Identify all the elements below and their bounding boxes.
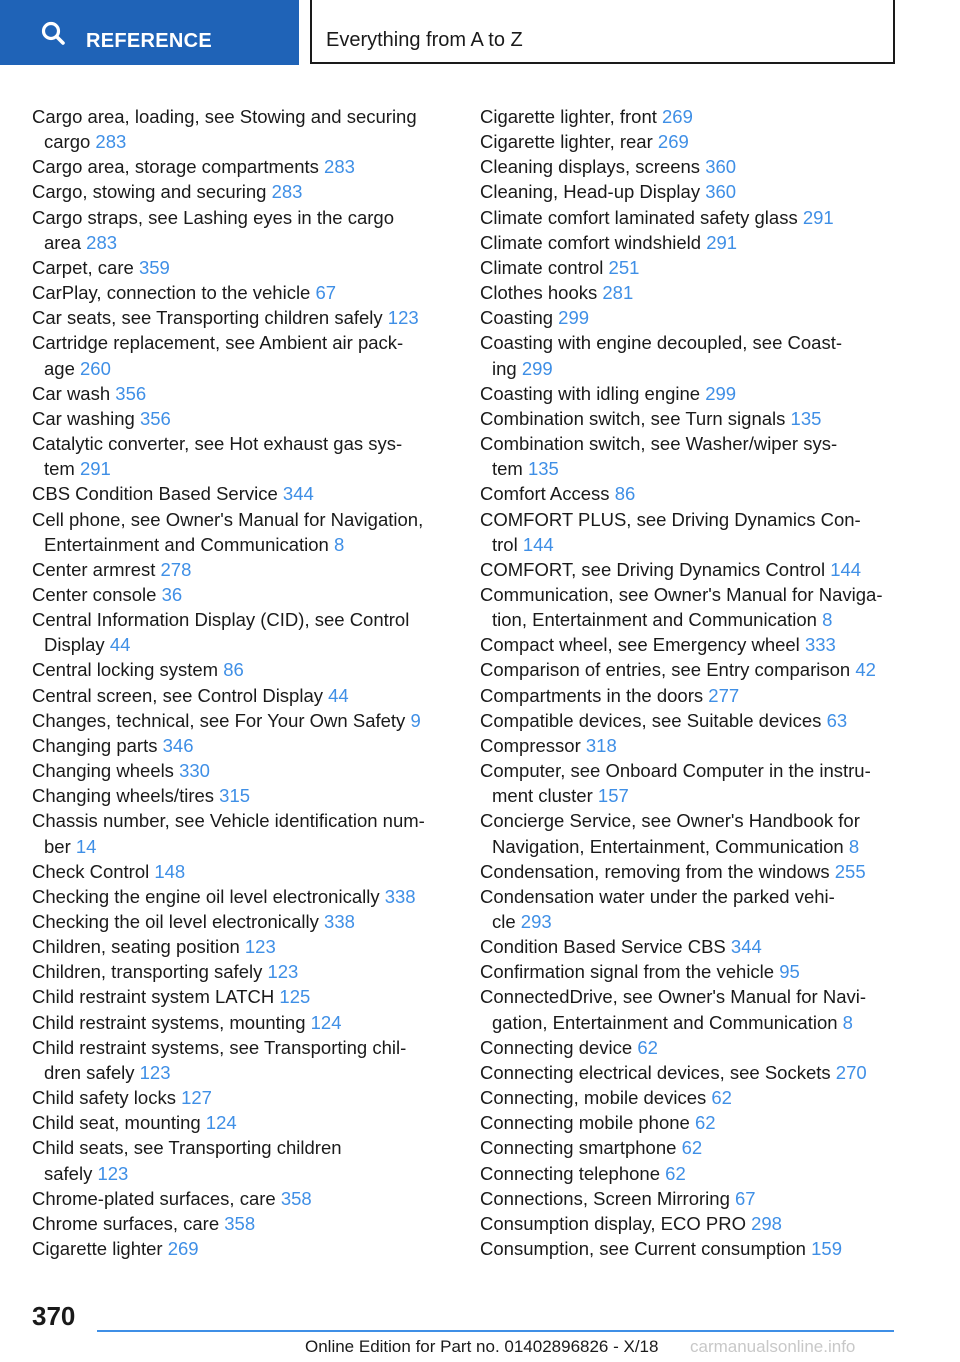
page-link[interactable]: 330 (179, 760, 210, 782)
entry-text: Climate comfort laminated safety glass (480, 206, 798, 228)
index-entry (32, 305, 442, 330)
entry-text: Condition Based Service CBS (480, 936, 726, 958)
entry-text: Cargo, stowing and securing (32, 181, 267, 203)
index-entry (32, 381, 442, 406)
page-link[interactable]: 123 (97, 1162, 129, 1184)
index-entry (32, 758, 442, 783)
page-link[interactable]: 124 (205, 1112, 237, 1134)
index-entry (32, 607, 442, 657)
index-entry (480, 154, 900, 179)
page-link[interactable]: 358 (224, 1212, 256, 1234)
entry-text: Cleaning displays, screens (480, 156, 701, 178)
page-link[interactable]: 124 (310, 1011, 342, 1033)
index-entry (480, 557, 900, 582)
entry-continuation (480, 456, 900, 481)
page-link[interactable]: 62 (637, 1036, 658, 1058)
entry-text: Compartments in the doors (480, 684, 704, 706)
entry-text: Compressor (480, 734, 581, 756)
entry-continuation-text: area (44, 231, 82, 253)
entry-text: Cigarette lighter, rear (480, 131, 653, 153)
index-entry (480, 632, 900, 657)
entry-continuation-text: tion, Entertainment and Communication (492, 609, 817, 631)
entry-text: Car wash (32, 382, 111, 404)
page-link[interactable]: 135 (527, 458, 559, 480)
page-link[interactable]: 338 (384, 885, 416, 907)
entry-text: Connecting device (480, 1036, 633, 1058)
index-entry (32, 1211, 442, 1236)
index-entry (480, 934, 900, 959)
index-entry (480, 1211, 900, 1236)
entry-continuation (480, 607, 900, 632)
page-link[interactable]: 333 (804, 634, 836, 656)
index-entry (32, 1236, 442, 1261)
index-entry (32, 984, 442, 1009)
page-link[interactable]: 14 (75, 835, 97, 857)
entry-text: Condensation water under the parked vehi- (480, 885, 835, 907)
entry-text: Connections, Screen Mirroring (480, 1187, 730, 1209)
entry-continuation-text: tem (44, 458, 75, 480)
page-link[interactable]: 269 (662, 106, 693, 127)
entry-continuation (480, 356, 900, 381)
entry-continuation-text: ing (492, 357, 517, 379)
index-entry (32, 733, 442, 758)
page-link[interactable]: 291 (802, 206, 834, 228)
index-entry (32, 582, 442, 607)
entry-text: Cell phone, see Owner's Manual for Navigation, (32, 508, 424, 530)
entry-continuation-text: ment cluster (492, 785, 593, 807)
entry-text: COMFORT PLUS, see Driving Dynamics Con- (480, 508, 861, 530)
entry-continuation-text: trol (492, 533, 518, 555)
entry-text: Children, seating position (32, 936, 240, 958)
page-link[interactable]: 299 (558, 307, 590, 329)
entry-text: Catalytic converter, see Hot exhaust gas sys- (32, 433, 403, 455)
entry-text: Child safety locks (32, 1087, 176, 1109)
index-entry (480, 481, 900, 506)
entry-text: Child seats, see Transporting children (32, 1137, 342, 1159)
entry-continuation (480, 909, 900, 934)
page-link[interactable]: 36 (161, 583, 183, 605)
entry-text: Connecting, mobile devices (480, 1087, 707, 1109)
index-entry (480, 129, 900, 154)
index-entry (480, 179, 900, 204)
index-entry (480, 1161, 900, 1186)
index-entry (480, 330, 900, 380)
index-entry (480, 758, 900, 808)
entry-text: Combination switch, see Washer/wiper sys- (480, 433, 838, 455)
page-link[interactable]: 346 (162, 734, 194, 756)
entry-text: Connecting telephone (480, 1162, 661, 1184)
entry-text: Coasting (480, 307, 554, 329)
index-entry (32, 783, 442, 808)
page-link[interactable]: 356 (115, 382, 147, 404)
entry-text: Chrome-plated surfaces, care (32, 1187, 276, 1209)
page-link[interactable]: 278 (160, 558, 192, 580)
entry-text: Condensation, removing from the windows (480, 860, 830, 882)
page-link[interactable]: 358 (280, 1187, 312, 1209)
watermark: carmanualsonline.info (690, 1337, 856, 1356)
page-link[interactable]: 144 (830, 558, 862, 580)
index-entry (32, 1085, 442, 1110)
entry-continuation (32, 632, 442, 657)
page-link[interactable]: 269 (657, 131, 689, 153)
entry-text: Carpet, care (32, 256, 134, 278)
entry-text: Compact wheel, see Emergency wheel (480, 634, 800, 656)
entry-text: Changing parts (32, 734, 158, 756)
page-link[interactable]: 338 (324, 911, 355, 932)
page-link[interactable]: 298 (751, 1212, 782, 1234)
index-entry (32, 909, 442, 934)
page-link[interactable]: 8 (822, 609, 833, 631)
index-entry (32, 708, 442, 733)
edition-text: Online Edition for Part no. 01402896826 - X/18 (305, 1337, 659, 1356)
reference-tab-label: REFERENCE (86, 30, 213, 52)
index-entry (480, 984, 900, 1034)
index-column-right (480, 104, 900, 1261)
index-entry (480, 884, 900, 934)
index-entry (32, 934, 442, 959)
index-entry (32, 255, 442, 280)
page-link[interactable]: 62 (681, 1137, 703, 1159)
page-link[interactable]: 360 (705, 181, 737, 203)
page-link[interactable]: 135 (790, 407, 822, 429)
entry-continuation (32, 532, 442, 557)
page-link[interactable]: 360 (705, 156, 737, 178)
page-link[interactable]: 67 (315, 282, 337, 304)
section-title-box (310, 0, 895, 64)
page-link[interactable]: 283 (271, 181, 303, 203)
page-link[interactable]: 291 (706, 231, 738, 253)
entry-text: Combination switch, see Turn signals (480, 407, 786, 429)
entry-text: Chrome surfaces, care (32, 1212, 220, 1234)
page-link[interactable]: 269 (167, 1238, 199, 1260)
index-entry (480, 1135, 900, 1160)
entry-text: CarPlay, connection to the vehicle (32, 282, 311, 304)
page-link[interactable]: 123 (387, 307, 419, 329)
page-link[interactable]: 44 (328, 684, 349, 706)
entry-continuation-text: cargo (44, 131, 91, 153)
index-entry (480, 859, 900, 884)
index-entry (32, 104, 442, 154)
index-entry (480, 683, 900, 708)
entry-continuation (32, 356, 442, 381)
index-entry (480, 1236, 900, 1261)
index-entry (32, 859, 442, 884)
index-entry (480, 507, 900, 557)
index-entry (480, 708, 900, 733)
entry-continuation (480, 783, 900, 808)
index-entry (480, 1060, 900, 1085)
page-link[interactable]: 283 (86, 231, 118, 253)
entry-continuation-text: tem (492, 458, 523, 480)
page-link[interactable]: 62 (711, 1087, 732, 1109)
index-entry (32, 481, 442, 506)
page-link[interactable]: 8 (842, 1011, 853, 1033)
page-link[interactable]: 8 (848, 835, 860, 857)
entry-continuation (32, 129, 442, 154)
index-entry (480, 381, 900, 406)
page-link[interactable]: 318 (585, 734, 617, 756)
entry-text: Chassis number, see Vehicle identification num- (32, 810, 425, 832)
search-icon (40, 20, 66, 46)
reference-tab[interactable] (0, 0, 299, 65)
page-link[interactable]: 123 (244, 936, 276, 958)
entry-continuation-text: Entertainment and Communication (44, 533, 329, 555)
entry-text: Climate control (480, 256, 604, 278)
entry-text: Car seats, see Transporting children safely (32, 307, 383, 329)
entry-text: Center armrest (32, 558, 156, 580)
page-link[interactable]: 9 (410, 709, 421, 731)
index-column-left (32, 104, 442, 1261)
page-link[interactable]: 42 (855, 659, 876, 681)
entry-text: Comparison of entries, see Entry comparison (480, 659, 851, 681)
page-number: 370 (32, 1301, 76, 1331)
entry-text: ConnectedDrive, see Owner's Manual for Navi- (480, 986, 867, 1008)
entry-continuation-text: gation, Entertainment and Communication (492, 1011, 838, 1033)
entry-continuation-text: safely (44, 1162, 93, 1184)
entry-text: Children, transporting safely (32, 961, 263, 983)
page-link[interactable]: 127 (181, 1087, 212, 1109)
index-entry (32, 1186, 442, 1211)
page-link[interactable]: 260 (80, 357, 111, 379)
page-link[interactable]: 86 (223, 659, 244, 681)
index-entry (480, 733, 900, 758)
entry-continuation-text: cle (492, 911, 516, 932)
entry-text: Communication, see Owner's Manual for Naviga- (480, 583, 883, 605)
entry-text: Confirmation signal from the vehicle (480, 961, 775, 983)
entry-text: Child restraint systems, see Transporting chil- (32, 1036, 407, 1058)
page-link[interactable]: 281 (602, 282, 634, 304)
page-header (0, 0, 960, 66)
entry-text: Central screen, see Control Display (32, 684, 323, 706)
entry-continuation (32, 1161, 442, 1186)
index-entry (480, 230, 900, 255)
index-entry (480, 104, 900, 129)
entry-text: Central Information Display (CID), see Control (32, 609, 410, 631)
page-link[interactable]: 356 (139, 407, 171, 429)
index-entry (32, 507, 442, 557)
index-entry (32, 431, 442, 481)
index-entry (480, 657, 900, 682)
page-link[interactable]: 359 (138, 256, 170, 278)
page-link[interactable]: 62 (665, 1162, 686, 1184)
index-entry (32, 205, 442, 255)
page-link[interactable]: 144 (522, 533, 554, 555)
page-link[interactable]: 283 (324, 156, 355, 178)
index-entry (480, 255, 900, 280)
entry-text: Central locking system (32, 659, 219, 681)
index-entry (32, 330, 442, 380)
entry-text: Coasting with idling engine (480, 382, 701, 404)
entry-text: Checking the engine oil level electronically (32, 885, 380, 907)
entry-continuation (480, 1010, 900, 1035)
page-link[interactable]: 125 (279, 986, 311, 1008)
entry-text: Clothes hooks (480, 282, 598, 304)
page-link[interactable]: 344 (282, 483, 314, 505)
page-link[interactable]: 299 (521, 357, 553, 379)
page-link[interactable]: 67 (735, 1187, 756, 1209)
entry-text: Checking the oil level electronically (32, 911, 319, 932)
entry-text: Changes, technical, see For Your Own Safety (32, 709, 406, 731)
entry-continuation (32, 456, 442, 481)
entry-continuation-text: Navigation, Entertainment, Communication (492, 835, 844, 857)
page-link[interactable]: 62 (694, 1112, 716, 1134)
entry-text: Changing wheels (32, 760, 174, 782)
page-link[interactable]: 344 (730, 936, 762, 958)
index-entry (480, 1110, 900, 1135)
page-link[interactable]: 148 (154, 860, 186, 882)
entry-continuation-text: Display (44, 634, 105, 656)
entry-text: Concierge Service, see Owner's Handbook for (480, 810, 860, 832)
index-entry (480, 582, 900, 632)
entry-text: Connecting electrical devices, see Sockets (480, 1061, 831, 1083)
entry-text: Child restraint systems, mounting (32, 1011, 306, 1033)
entry-text: Check Control (32, 860, 150, 882)
footer-divider (97, 1330, 894, 1332)
entry-text: Cleaning, Head-up Display (480, 181, 701, 203)
index-entry (32, 1035, 442, 1085)
page-link[interactable]: 299 (705, 382, 737, 404)
page-link[interactable]: 123 (139, 1061, 171, 1083)
index-entry (32, 884, 442, 909)
index-entry (32, 1110, 442, 1135)
page-link[interactable]: 123 (267, 961, 299, 983)
page-link[interactable]: 291 (79, 458, 111, 480)
page-link[interactable]: 315 (219, 785, 251, 807)
page-link[interactable]: 251 (608, 256, 640, 278)
entry-text: Cargo area, loading, see Stowing and securing (32, 106, 417, 127)
index-entry (32, 1010, 442, 1035)
entry-text: Coasting with engine decoupled, see Coast- (480, 332, 843, 354)
page-link[interactable]: 86 (614, 483, 636, 505)
index-entry (32, 657, 442, 682)
entry-text: Cargo area, storage compartments (32, 156, 319, 178)
index-entry (480, 1085, 900, 1110)
index-entry (32, 406, 442, 431)
index-entry (480, 406, 900, 431)
entry-text: Child seat, mounting (32, 1112, 201, 1134)
entry-continuation (32, 834, 442, 859)
page-link[interactable]: 95 (779, 961, 800, 983)
index-entry (32, 154, 442, 179)
entry-text: CBS Condition Based Service (32, 483, 278, 505)
entry-text: Cigarette lighter (32, 1238, 163, 1260)
entry-text: Center console (32, 583, 157, 605)
index-entry (32, 959, 442, 984)
entry-text: Changing wheels/tires (32, 785, 215, 807)
entry-text: Child restraint system LATCH (32, 986, 275, 1008)
index-entry (480, 808, 900, 858)
index-entry (480, 431, 900, 481)
page-link[interactable]: 8 (334, 533, 345, 555)
entry-text: Consumption display, ECO PRO (480, 1212, 746, 1234)
entry-text: Computer, see Onboard Computer in the instru- (480, 760, 871, 782)
entry-continuation (480, 532, 900, 557)
entry-text: Connecting mobile phone (480, 1112, 690, 1134)
page-link[interactable]: 255 (834, 860, 866, 882)
entry-continuation-text: dren safely (44, 1061, 135, 1083)
index-entry (480, 205, 900, 230)
index-entry (32, 557, 442, 582)
entry-continuation (480, 834, 900, 859)
entry-text: Car washing (32, 407, 135, 429)
entry-continuation (32, 1060, 442, 1085)
page-link[interactable]: 63 (826, 709, 848, 731)
index-entry (480, 1186, 900, 1211)
page-link[interactable]: 277 (708, 684, 740, 706)
entry-text: Comfort Access (480, 483, 610, 505)
entry-text: Cartridge replacement, see Ambient air pack- (32, 332, 404, 354)
page-link[interactable]: 157 (597, 785, 629, 807)
entry-text: COMFORT, see Driving Dynamics Control (480, 558, 826, 580)
page-link[interactable]: 44 (109, 634, 131, 656)
entry-continuation-text: age (44, 357, 75, 379)
section-title: Everything from A to Z (326, 29, 523, 51)
entry-text: Consumption, see Current consumption (480, 1238, 806, 1260)
index-entry (32, 179, 442, 204)
page-link[interactable]: 293 (520, 911, 552, 932)
entry-text: Cigarette lighter, front (480, 106, 657, 127)
page-link[interactable]: 270 (835, 1061, 867, 1083)
index-entry (32, 1135, 442, 1185)
page-link[interactable]: 283 (95, 131, 127, 153)
entry-text: Cargo straps, see Lashing eyes in the cargo (32, 206, 394, 228)
entry-continuation (32, 230, 442, 255)
index-entry (32, 683, 442, 708)
entry-text: Compatible devices, see Suitable devices (480, 709, 822, 731)
index-entry (480, 1035, 900, 1060)
entry-text: Climate comfort windshield (480, 231, 702, 253)
index-entry (32, 280, 442, 305)
page-link[interactable]: 159 (811, 1238, 842, 1260)
index-entry (32, 808, 442, 858)
entry-text: Connecting smartphone (480, 1137, 677, 1159)
index-entry (480, 280, 900, 305)
index-entry (480, 305, 900, 330)
entry-continuation-text: ber (44, 835, 71, 857)
index-entry (480, 959, 900, 984)
